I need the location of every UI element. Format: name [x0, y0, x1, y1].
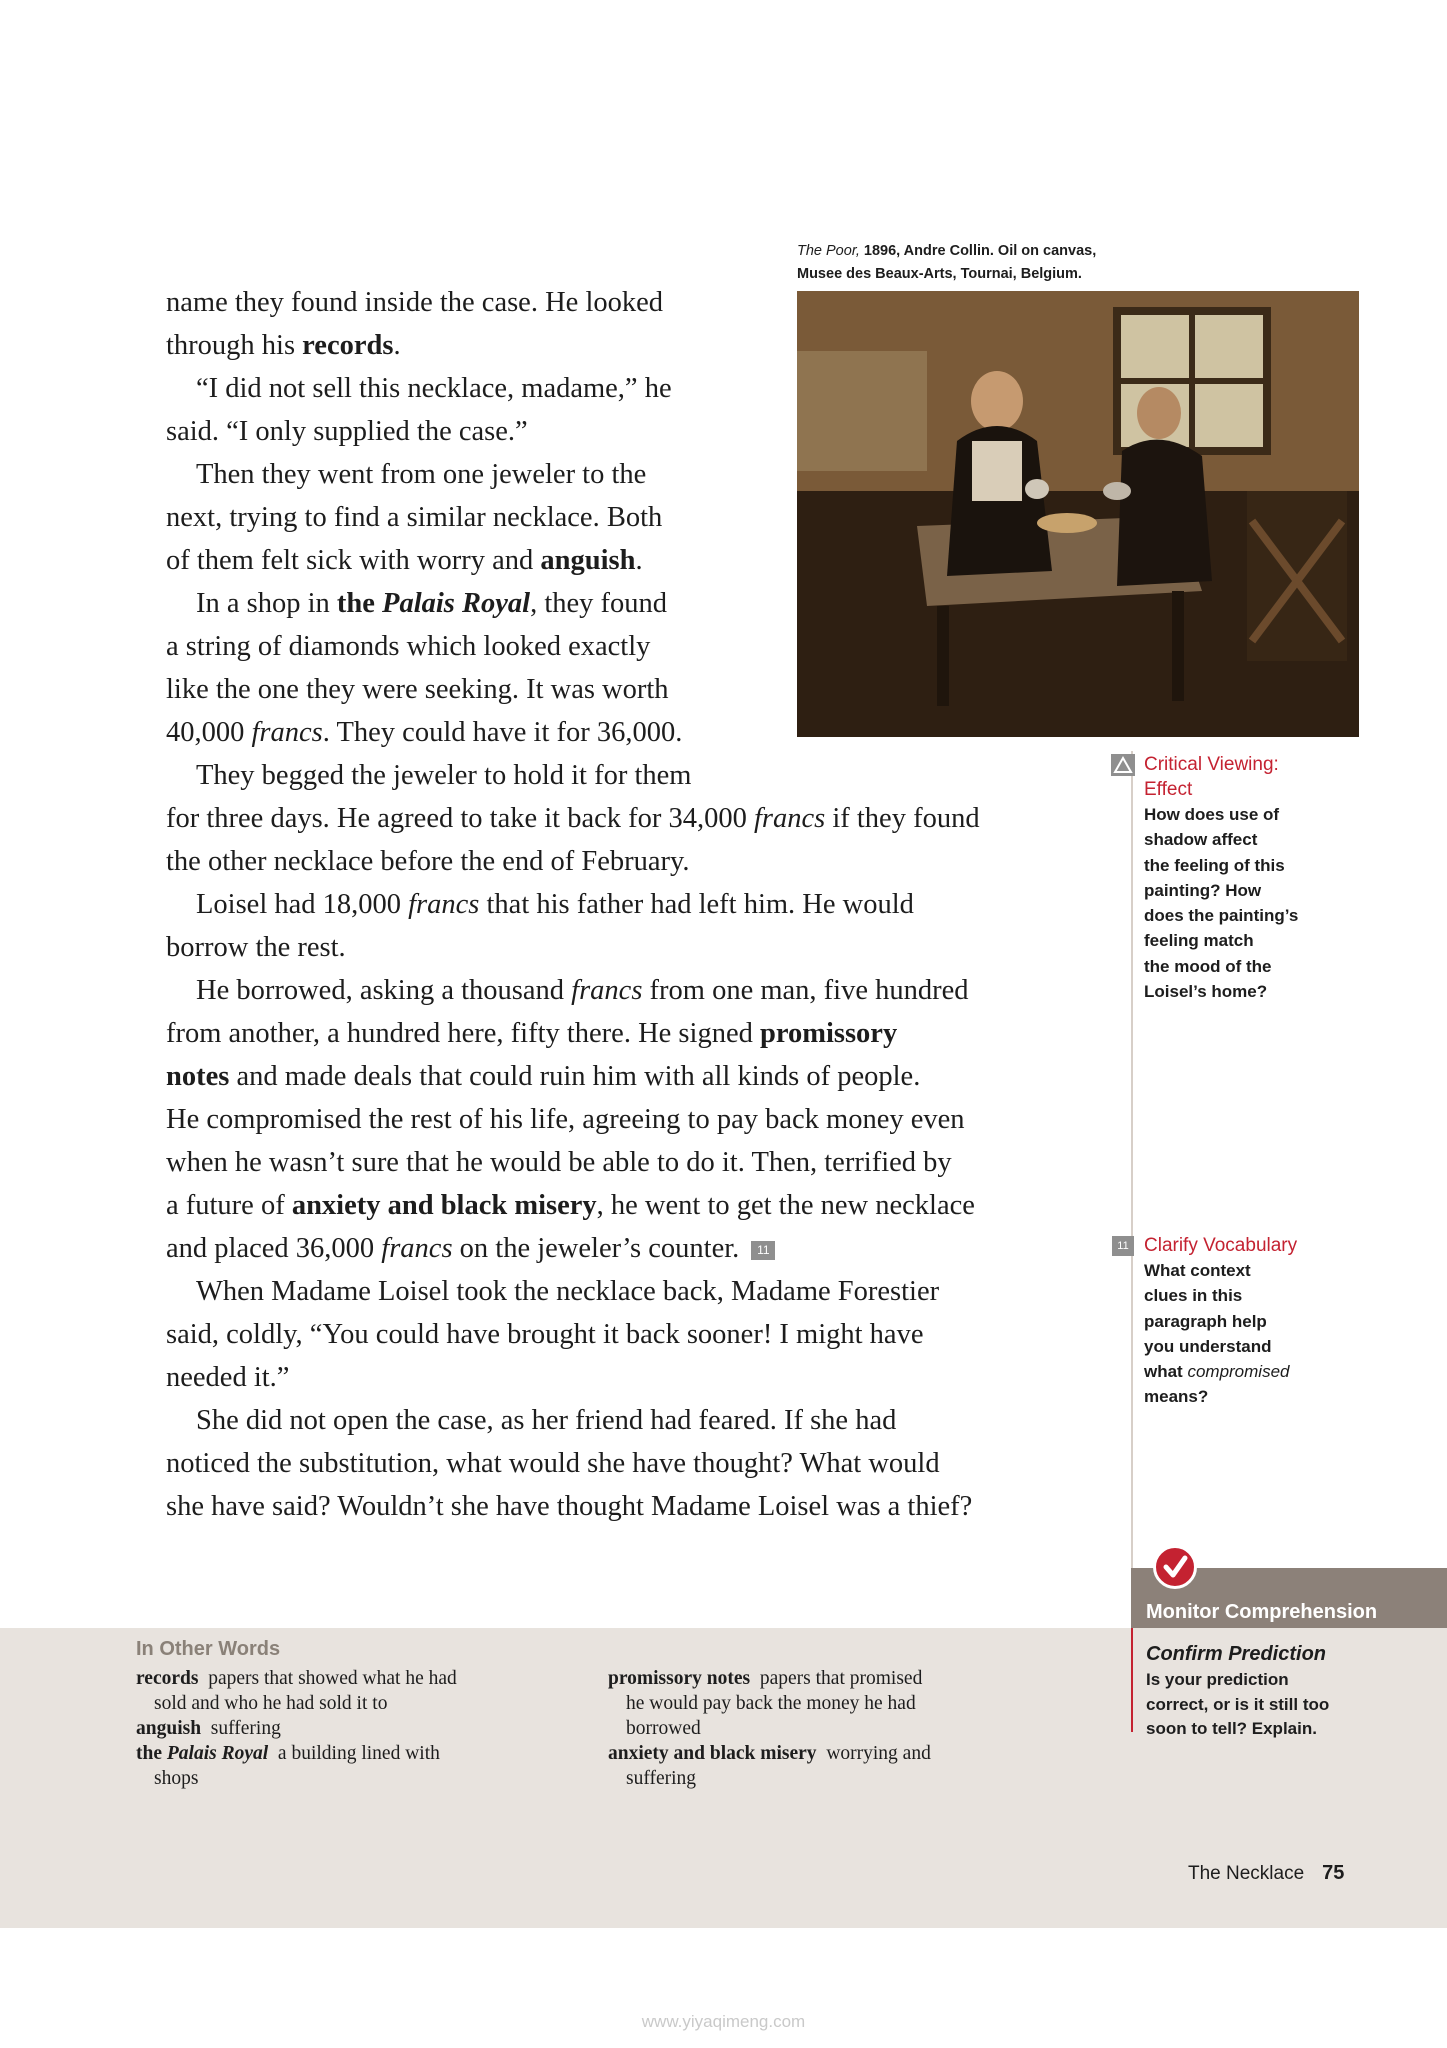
text-line: When Madame Loisel took the necklace back, Madame Forestier: [196, 1276, 940, 1307]
text-line: borrow the rest.: [166, 932, 346, 963]
text-span: and made deals that could ruin him with all kinds of people.: [229, 1061, 921, 1092]
text-line: [166, 797, 1101, 840]
critical-viewing-note: [1144, 752, 1359, 1004]
text-span: francs: [381, 1233, 453, 1264]
text-line: [166, 969, 1101, 1012]
vocab-term-records: records: [302, 330, 394, 361]
story-text: [166, 281, 1101, 1528]
glossary-term: promissory notes: [608, 1668, 751, 1689]
watermark: www.yiyaqimeng.com: [641, 2012, 806, 2031]
text-line: [166, 1184, 1101, 1227]
checkmark-icon: [1153, 1545, 1197, 1589]
text-line: said. “I only supplied the case.”: [166, 416, 528, 447]
painting-caption: [797, 240, 1127, 286]
critical-viewing-body: [1144, 802, 1359, 1004]
text-line: when he wasn’t sure that he would be able to do it. Then, terrified by: [166, 1147, 952, 1178]
note-line: paragraph help: [1144, 1311, 1267, 1331]
glossary-term: anxiety and black misery: [608, 1743, 817, 1764]
text-line: name they found inside the case. He looked: [166, 287, 664, 318]
glossary-entry: [136, 1666, 576, 1716]
text-span: on the jeweler’s counter.: [452, 1233, 740, 1264]
text-span: what: [1144, 1362, 1188, 1382]
text-span: if they found: [825, 803, 980, 834]
text-line: the other necklace before the end of February.: [166, 846, 690, 877]
text-line: Then they went from one jeweler to the: [196, 459, 647, 490]
note-line: Is your prediction: [1146, 1670, 1289, 1689]
in-other-words-col-1: [136, 1666, 576, 1791]
glossary-def: suffering: [626, 1768, 697, 1789]
text-span: .: [635, 545, 643, 576]
text-line: [166, 324, 1101, 367]
text-line: They begged the jeweler to hold it for them: [196, 760, 692, 791]
caption-location: Musee des Beaux-Arts, Tournai, Belgium.: [797, 266, 1082, 282]
clarify-vocabulary-heading: Clarify Vocabulary: [1144, 1235, 1298, 1256]
vocab-term-anxiety: anxiety and black misery: [291, 1190, 597, 1221]
glossary-entry: [136, 1716, 576, 1741]
confirm-prediction-heading: Confirm Prediction: [1146, 1643, 1327, 1665]
glossary-def: a building lined with: [277, 1743, 440, 1764]
clarify-vocabulary-note: [1117, 1233, 1359, 1410]
vocab-marker-icon: 11: [751, 1241, 775, 1260]
text-span: francs: [571, 975, 643, 1006]
glossary-term: [136, 1743, 268, 1764]
glossary-entry: [608, 1666, 1028, 1741]
text-line: like the one they were seeking. It was worth: [166, 674, 669, 705]
glossary-entry: [608, 1741, 1028, 1791]
caption-title: The Poor,: [797, 243, 860, 259]
in-other-words-title: In Other Words: [136, 1638, 281, 1660]
note-line: [1144, 1359, 1359, 1384]
glossary-def: papers that showed what he had: [208, 1668, 457, 1689]
monitor-rule: [1131, 1628, 1133, 1732]
note-line: What context: [1144, 1261, 1251, 1280]
note-line: the feeling of this: [1144, 855, 1285, 875]
text-span: In a shop in: [196, 588, 337, 619]
glossary-def: suffering: [210, 1718, 281, 1739]
vocab-number-icon: 11: [1112, 1236, 1134, 1256]
glossary-def: sold and who he had sold it to: [154, 1693, 388, 1714]
glossary-def: borrowed: [626, 1718, 701, 1739]
text-line: “I did not sell this necklace, madame,” he: [196, 373, 672, 404]
triangle-icon: [1111, 754, 1135, 776]
note-line: feeling match: [1144, 931, 1254, 951]
note-line: shadow affect: [1144, 830, 1258, 850]
clarify-vocabulary-body: [1144, 1258, 1359, 1410]
text-span: the: [136, 1743, 167, 1764]
text-span: Palais Royal: [382, 588, 531, 619]
text-span: the: [336, 588, 383, 619]
glossary-def: shops: [154, 1768, 199, 1789]
page-footer: [1188, 1862, 1344, 1885]
note-line: soon to tell? Explain.: [1146, 1719, 1317, 1738]
glossary-def: he would pay back the money he had: [626, 1693, 916, 1714]
in-other-words-col-2: [608, 1666, 1028, 1791]
text-span: Loisel had 18,000: [196, 889, 409, 920]
text-span: from another, a hundred here, fifty there. He signed: [166, 1018, 760, 1049]
text-span: a future of: [166, 1190, 292, 1221]
text-span: . They could have it for 36,000.: [322, 717, 683, 748]
monitor-comprehension-body: [1146, 1640, 1401, 1742]
text-line: [166, 1055, 1101, 1098]
text-line: [166, 582, 1101, 625]
critical-viewing-subheading: Effect: [1144, 779, 1193, 800]
text-span: from one man, five hundred: [642, 975, 969, 1006]
note-line: means?: [1144, 1387, 1209, 1407]
text-span: francs: [753, 803, 826, 834]
vocab-term-notes: notes: [166, 1061, 230, 1092]
vocab-term-palais-royal: [337, 588, 530, 619]
text-span: 40,000: [166, 717, 252, 748]
caption-line-1: [797, 240, 1127, 263]
glossary-def: worrying and: [826, 1743, 931, 1764]
text-span: He borrowed, asking a thousand: [196, 975, 572, 1006]
text-line: [166, 883, 1101, 926]
caption-details: 1896, Andre Collin. Oil on canvas,: [863, 243, 1097, 259]
text-span: , he went to get the new necklace: [596, 1190, 975, 1221]
text-span: through his: [166, 330, 303, 361]
note-line: you understand: [1144, 1336, 1272, 1356]
glossary-def: papers that promised: [759, 1668, 923, 1689]
vocab-term-anguish: anguish: [540, 545, 636, 576]
text-line: said, coldly, “You could have brought it back sooner! I might have: [166, 1319, 924, 1350]
text-span: francs: [408, 889, 480, 920]
text-span: compromised: [1187, 1362, 1290, 1382]
monitor-comprehension-title: Monitor Comprehension: [1146, 1601, 1378, 1623]
note-line: Loisel’s home?: [1144, 982, 1268, 1002]
note-line: painting? How: [1144, 880, 1262, 900]
text-line: She did not open the case, as her friend had feared. If she had: [196, 1405, 897, 1436]
footer-title: The Necklace: [1188, 1863, 1305, 1884]
note-line: How does use of: [1144, 805, 1280, 824]
text-line: noticed the substitution, what would she have thought? What would: [166, 1448, 940, 1479]
text-span: .: [393, 330, 401, 361]
text-line: [166, 539, 1101, 582]
text-line: He compromised the rest of his life, agreeing to pay back money even: [166, 1104, 965, 1135]
text-line: needed it.”: [166, 1362, 290, 1393]
text-span: that his father had left him. He would: [479, 889, 914, 920]
vocab-term-promissory: promissory: [759, 1018, 898, 1049]
glossary-entry: [136, 1741, 576, 1791]
checkmark-glyph: [1156, 1548, 1194, 1586]
text-line: [166, 711, 1101, 754]
text-line: [166, 1012, 1101, 1055]
text-span: Palais Royal: [166, 1743, 269, 1764]
glossary-term: records: [136, 1668, 199, 1689]
text-line: a string of diamonds which looked exactly: [166, 631, 651, 662]
text-span: for three days. He agreed to take it back for 34,000: [166, 803, 754, 834]
note-line: clues in this: [1144, 1286, 1243, 1306]
text-line: next, trying to find a similar necklace. Both: [166, 502, 663, 533]
text-span: of them felt sick with worry and: [166, 545, 541, 576]
text-span: francs: [251, 717, 323, 748]
critical-viewing-heading: Critical Viewing:: [1144, 754, 1279, 775]
text-line: [166, 1227, 1101, 1270]
note-line: correct, or is it still too: [1146, 1694, 1330, 1714]
text-span: , they found: [530, 588, 668, 619]
text-line: she have said? Wouldn’t she have thought Madame Loisel was a thief?: [166, 1491, 973, 1522]
glossary-term: anguish: [136, 1718, 202, 1739]
note-line: does the painting’s: [1144, 906, 1299, 926]
page-number: 75: [1322, 1862, 1345, 1884]
note-line: the mood of the: [1144, 956, 1272, 976]
text-span: and placed 36,000: [166, 1233, 382, 1264]
